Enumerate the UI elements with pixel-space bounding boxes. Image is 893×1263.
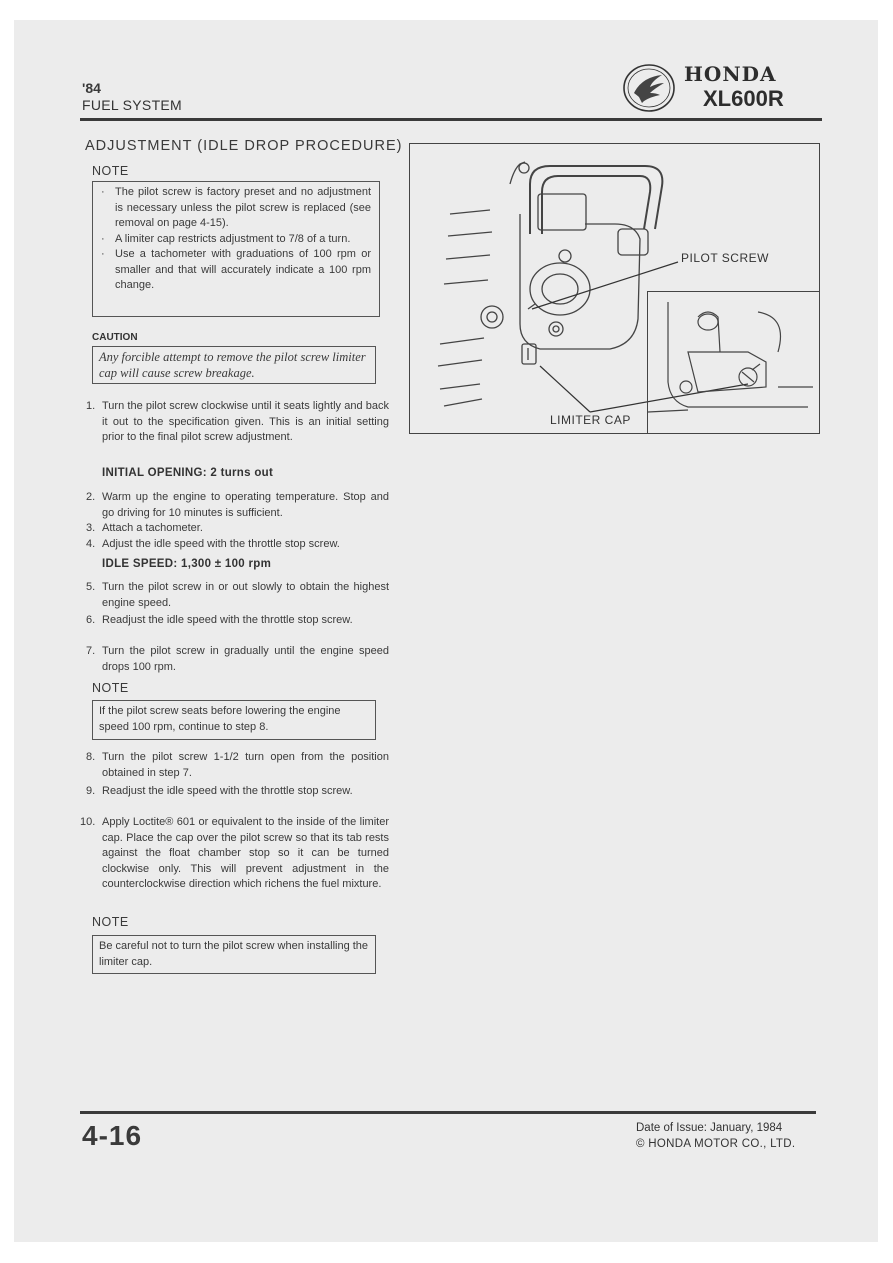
step-item: 3. Attach a tachometer.	[86, 522, 203, 534]
note-box	[92, 935, 376, 974]
note-text: If the pilot screw seats before lowering the engine speed 100 rpm, continue to step 8.	[99, 705, 341, 733]
note-item: · A limiter cap restricts adjustment to 7/8 of a turn.	[101, 232, 351, 245]
honda-wing-logo	[622, 63, 676, 113]
step-item: 8. Turn the pilot screw 1-1/2 turn open from the position obtained in step 7.	[86, 751, 389, 779]
header-rule	[80, 118, 822, 121]
note-label: NOTE	[92, 681, 129, 695]
note-text: Be careful not to turn the pilot screw when installing the limiter cap.	[99, 940, 369, 968]
section-title: ADJUSTMENT (IDLE DROP PROCEDURE)	[85, 138, 403, 154]
note-label: NOTE	[92, 164, 129, 178]
header-year: '84	[82, 80, 101, 96]
step-item: 10. Apply Loctite® 601 or equivalent to the inside of the limiter cap. Place the cap over the pilot screw so that its tab rests against the float chamber stop so it can be turned clockwise only. This will prevent adjustment in the counterclockwise direction which richens the fuel mixture.	[80, 816, 389, 890]
label-limiter-cap: LIMITER CAP	[550, 413, 631, 427]
issue-date: Date of Issue: January, 1984	[636, 1122, 783, 1134]
caution-text: Any forcible attempt to remove the pilot screw limiter cap will cause screw breakage.	[99, 350, 366, 380]
page-number: 4-16	[82, 1120, 143, 1151]
caution-box	[92, 346, 376, 384]
brand-name: HONDA	[684, 62, 777, 86]
spec-idle-speed: IDLE SPEED: 1,300 ± 100 rpm	[102, 558, 272, 570]
note-item: · The pilot screw is factory preset and no adjustment is necessary unless the pilot screw is replaced (see removal on page 4-15).	[101, 186, 371, 229]
label-pilot-screw: PILOT SCREW	[681, 251, 769, 265]
step-item: 2. Warm up the engine to operating temperature. Stop and go driving for 10 minutes is sufficient.	[86, 491, 389, 519]
note-item: · Use a tachometer with graduations of 100 rpm or smaller and that will accurately indicate a 100 rpm change.	[101, 248, 371, 291]
inset-detail-figure	[647, 291, 820, 434]
footer-rule	[80, 1111, 816, 1114]
note-box	[92, 700, 376, 740]
copyright: © HONDA MOTOR CO., LTD.	[636, 1138, 796, 1150]
caution-label: CAUTION	[92, 332, 138, 343]
model-name: XL600R	[703, 86, 784, 111]
note-label: NOTE	[92, 915, 129, 929]
note-box	[92, 181, 380, 317]
step-item: 1. Turn the pilot screw clockwise until it seats lightly and back it out to the specification given. This is an initial setting prior to the final pilot screw adjustment.	[86, 400, 389, 443]
step-item: 6. Readjust the idle speed with the throttle stop screw.	[86, 614, 353, 626]
spec-initial-opening: INITIAL OPENING: 2 turns out	[102, 467, 274, 479]
header-section: FUEL SYSTEM	[82, 97, 183, 113]
inset-drawing	[648, 292, 819, 433]
step-item: 7. Turn the pilot screw in gradually until the engine speed drops 100 rpm.	[86, 645, 389, 673]
step-item: 5. Turn the pilot screw in or out slowly to obtain the highest engine speed.	[86, 581, 389, 609]
step-item: 9. Readjust the idle speed with the throttle stop screw.	[86, 785, 353, 797]
step-item: 4. Adjust the idle speed with the throttle stop screw.	[86, 538, 340, 550]
